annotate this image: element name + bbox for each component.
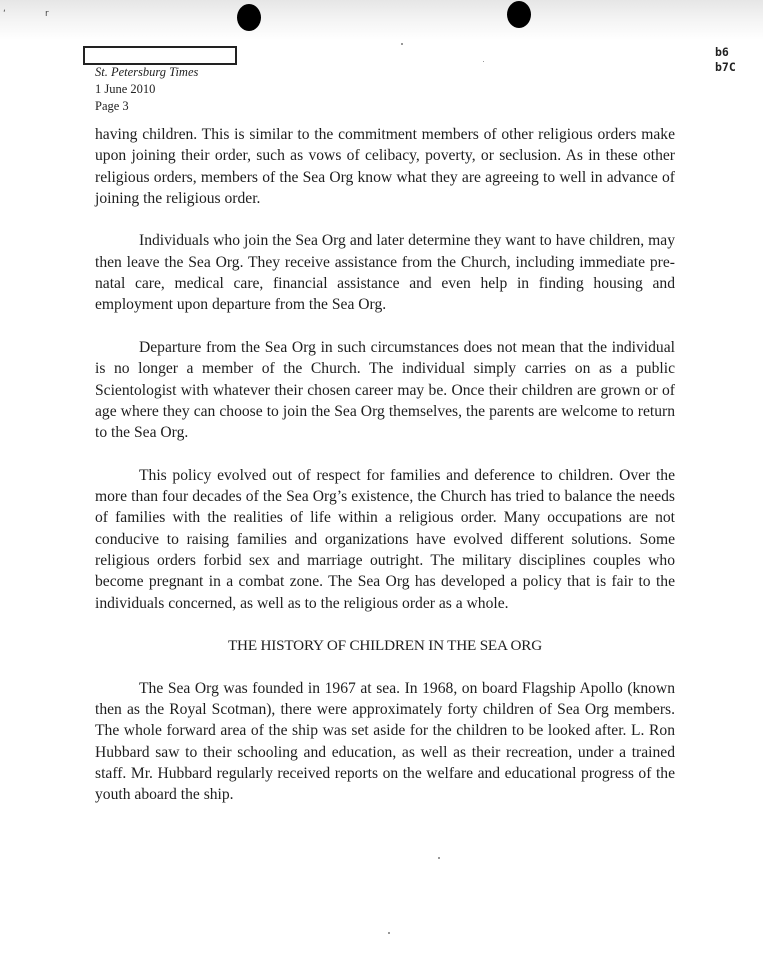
- punch-hole-left: [237, 4, 261, 31]
- scan-speck: [438, 857, 440, 859]
- header-date: 1 June 2010: [95, 82, 156, 96]
- scan-speck: [388, 932, 390, 934]
- scan-speck: [483, 61, 484, 62]
- scan-mark-tick: ‘: [3, 9, 6, 19]
- body-paragraph: This policy evolved out of respect for families and deference to children. Over the more than four decades of the Sea Org’s existence, the Church has tried to balance the needs of families with the realities of life within a religious order. Many occupations are not conducive to raising families and organizations have evolved different solutions. Some religious orders forbid sex and marriage outright. The military disciplines couples who become pregnant in a combat zone. The Sea Org has developed a policy that is fair to the individuals concerned, as well as to the religious order as a whole.: [95, 466, 675, 612]
- body-paragraph: The Sea Org was founded in 1967 at sea. In 1968, on board Flagship Apollo (known then as the Royal Scotman), there were approximately forty children of Sea Org members. The whole forward area of the ship was set aside for the children to be looked after. L. Ron Hubbard saw to their schooling and education, as well as their recreation, under a trained staff. Mr. Hubbard regularly received reports on the welfare and educational progress of the youth aboard the ship.: [95, 679, 675, 804]
- body-paragraph: having children. This is similar to the commitment members of other religious orders make upon joining their order, such as vows of celibacy, poverty, or seclusion. As in these other religious orders, members of the Sea Org know what they are agreeing to well in advance of joining the religious order.: [95, 126, 675, 207]
- publication-name: St. Petersburg Times: [95, 65, 199, 79]
- scan-top-shading: [0, 0, 763, 40]
- body-paragraph: Departure from the Sea Org in such circumstances does not mean that the individual is no longer a member of the Church. The individual simply carries on as a public Scientologist with whatever their chosen career may be. Once their children are grown or of age where they can choose to join the Sea Org themselves, the parents are welcome to return to the Sea Org.: [95, 338, 675, 442]
- document-header: [95, 64, 198, 115]
- exemption-code: b6: [715, 45, 729, 59]
- document-body: [95, 124, 675, 827]
- redaction-box: [83, 46, 237, 65]
- header-page-number: Page 3: [95, 99, 129, 113]
- punch-hole-right: [507, 1, 531, 28]
- foia-exemption-codes: [715, 45, 736, 75]
- scan-mark-glyph: r: [45, 9, 49, 19]
- scan-speck: [401, 43, 403, 45]
- body-paragraph: Individuals who join the Sea Org and later determine they want to have children, may then leave the Sea Org. They receive assistance from the Church, including immediate pre-natal care, medical care, financial assistance and even help in finding housing and employment upon departure from the Sea Org.: [95, 232, 675, 314]
- section-heading: THE HISTORY OF CHILDREN IN THE SEA ORG: [227, 637, 543, 655]
- exemption-code: b7C: [715, 60, 736, 74]
